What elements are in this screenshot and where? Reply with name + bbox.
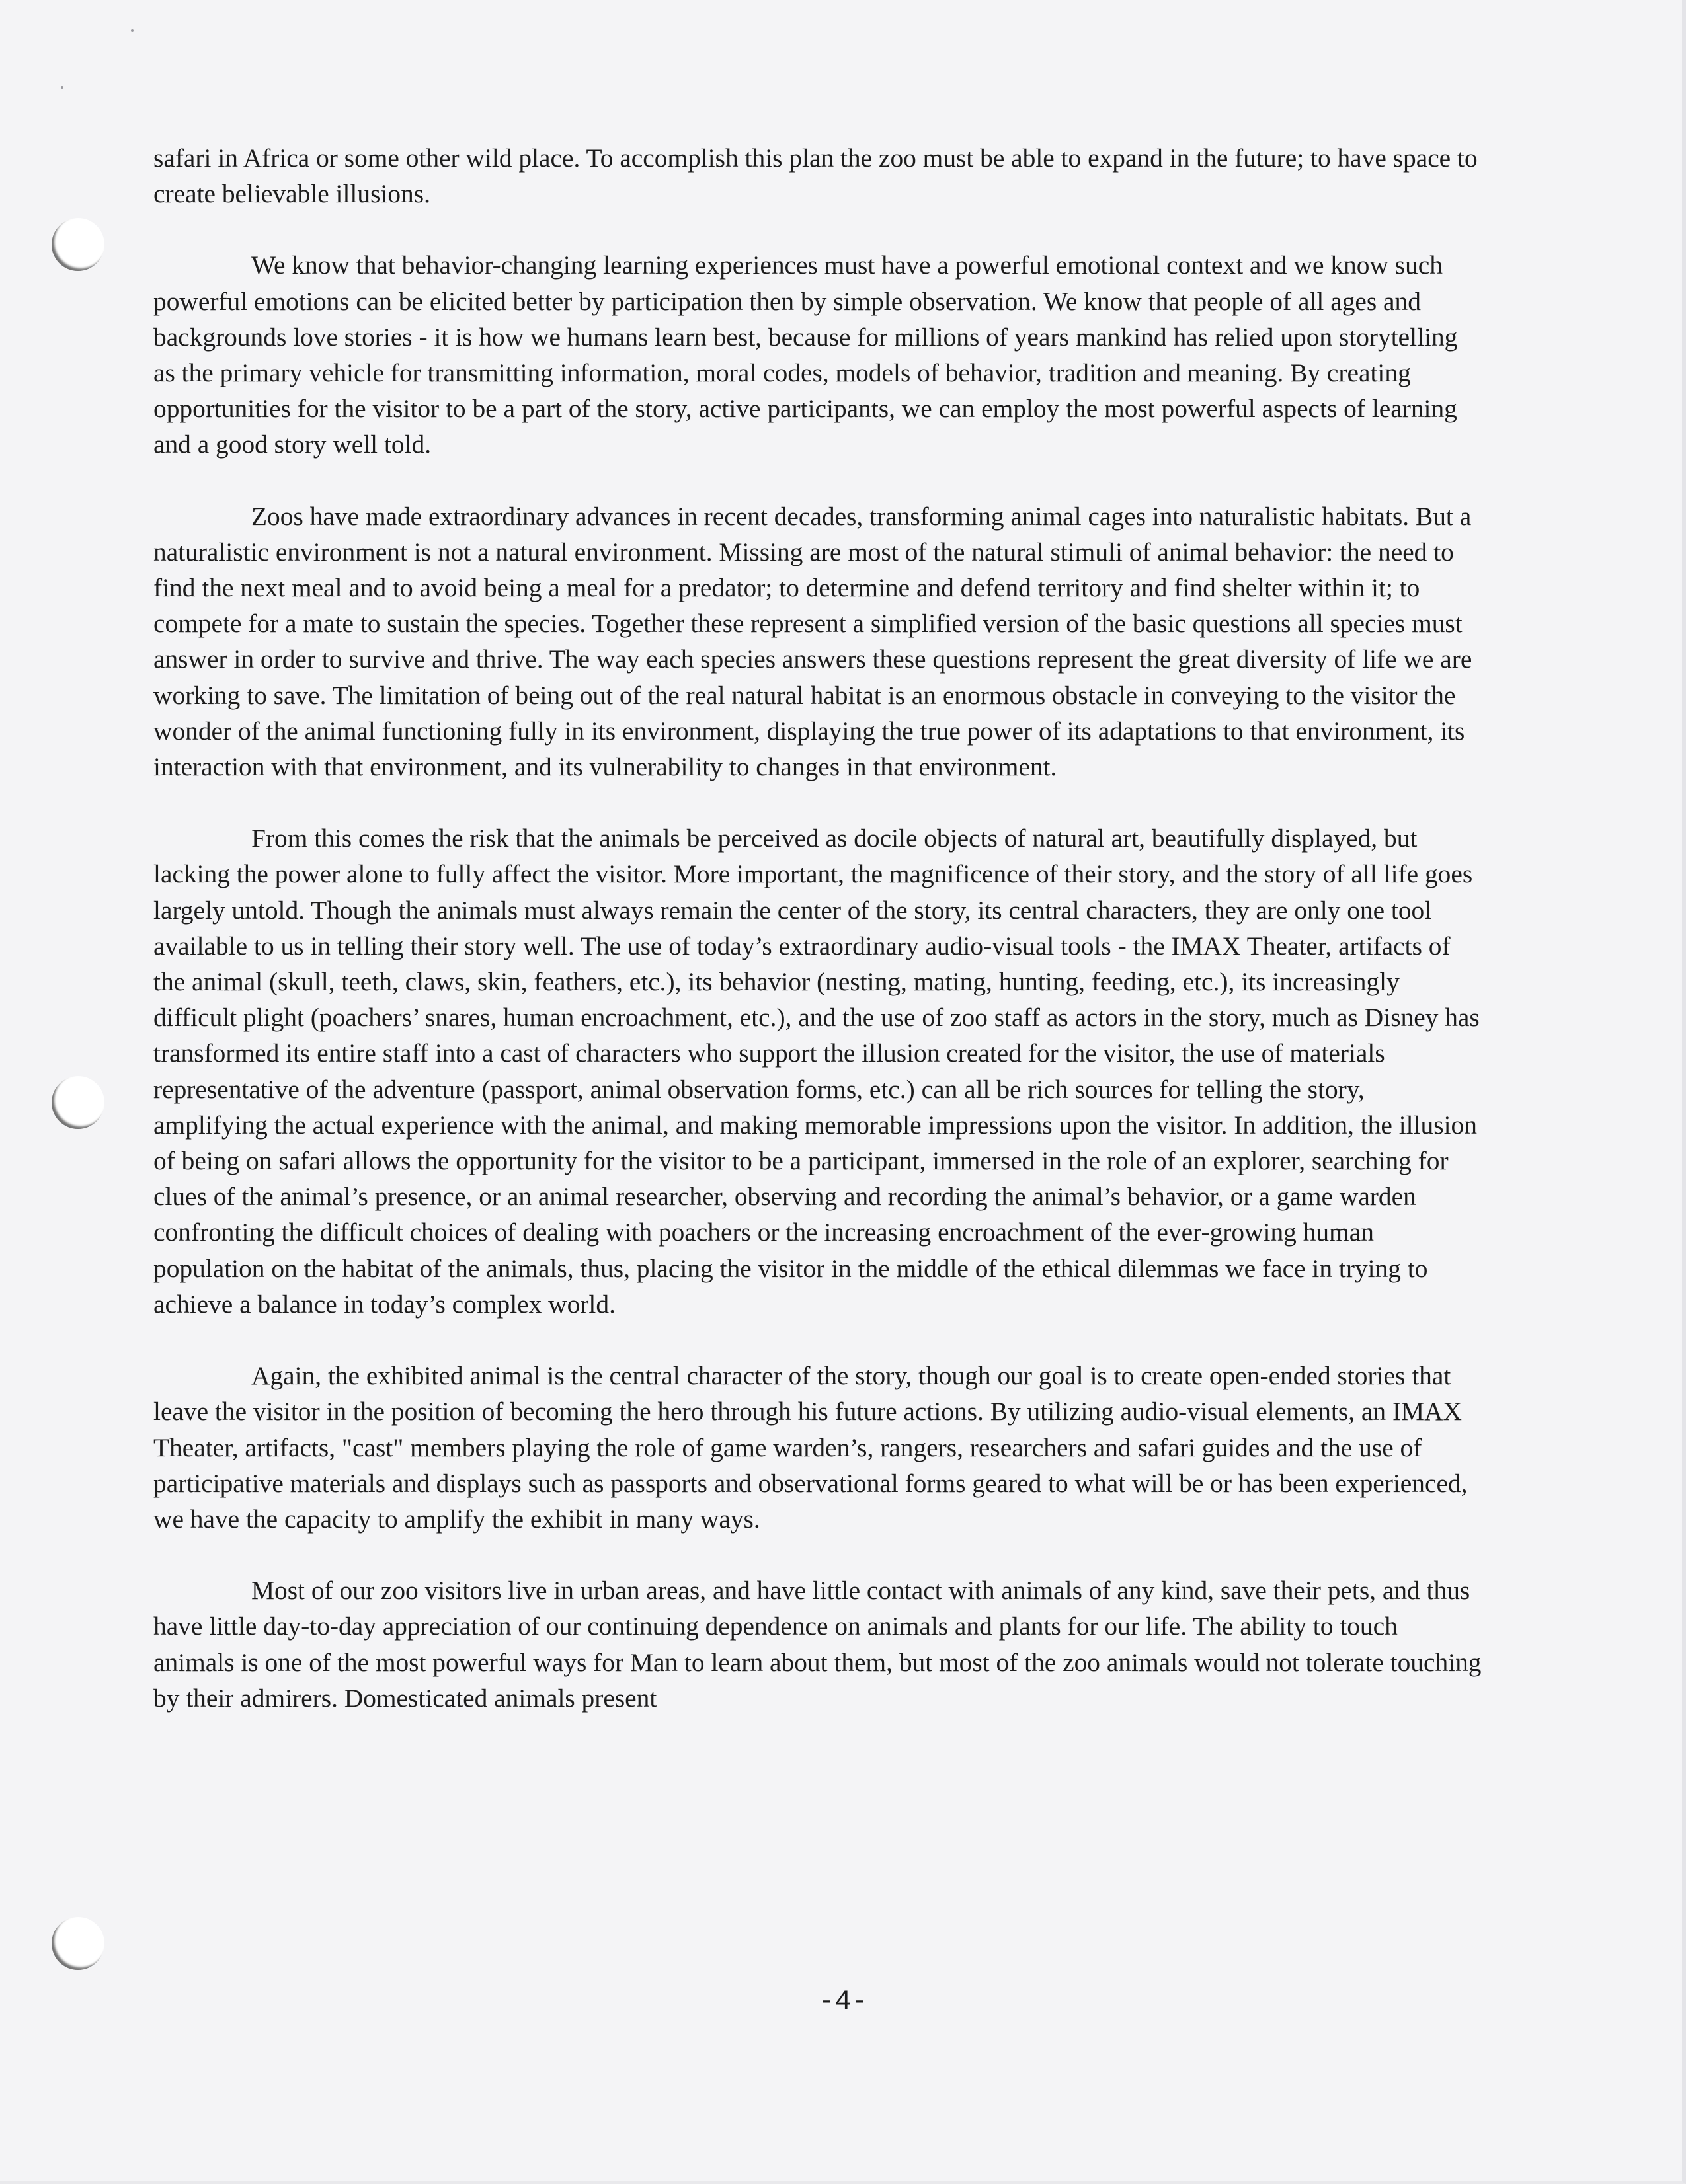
punch-hole-middle [52, 1076, 104, 1129]
paragraph-urban-visitors: Most of our zoo visitors live in urban areas, and have little contact with animals of any kind, save their pets, and thus have little day-to-day appreciation of our continuing dependence on animals and plants for our life. The ability to touch animals is one of the most powerful ways for Man to learn about them, but most of the zoo animals would not tolerate touching by their admirers. Domesticated animals present [153, 1576, 1482, 1713]
body-text [153, 140, 1482, 1752]
punch-hole-top [52, 218, 104, 271]
paragraph-naturalistic-habitats: Zoos have made extraordinary advances in recent decades, transforming animal cages into naturalistic habitats. But a naturalistic environment is not a natural environment. Missing are most of the natural stimuli of animal behavior: the need to find the next meal and to avoid being a meal for a predator; to determine and defend territory and find shelter within it; to compete for a mate to sustain the species. Together these represent a simplified version of the basic questions all species must answer in order to survive and thrive. The way each species answers these questions represent the great diversity of life we are working to save. The limitation of being out of the real natural habitat is an enormous obstacle in conveying to the visitor the wonder of the animal functioning fully in its environment, displaying the true power of its adaptations to that environment, its interaction with that environment, and its vulnerability to changes in that environment. [153, 501, 1472, 782]
paragraph-storytelling: We know that behavior-changing learning experiences must have a powerful emotional context and we know such powerful emotions can be elicited better by participation then by simple observation. We know that people of all ages and backgrounds love stories - it is how we humans learn best, because for millions of years mankind has relied upon storytelling as the primary vehicle for transmitting information, moral codes, models of behavior, tradition and meaning. By creating opportunities for the visitor to be a part of the story, active participants, we can employ the most powerful aspects of learning and a good story well told. [153, 251, 1458, 459]
paragraph-audio-visual-tools: From this comes the risk that the animals be perceived as docile objects of natural art, beautifully displayed, but lacking the power alone to fully affect the visitor. More important, the magnificence of their story, and the story of all life goes largely untold. Though the animals must always remain the center of the story, its central characters, they are only one tool available to us in telling their story well. The use of today’s extraordinary audio-visual tools - the IMAX Theater, artifacts of the animal (skull, teeth, claws, skin, feathers, etc.), its behavior (nesting, mating, hunting, feeding, etc.), its increasingly difficult plight (poachers’ snares, human encroachment, etc.), and the use of zoo staff as actors in the story, much as Disney has transformed its entire staff into a cast of characters who support the illusion created for the visitor, the use of materials representative of the adventure (passport, animal observation forms, etc.) can all be rich sources for telling the story, amplifying the actual experience with the animal, and making memorable impressions upon the visitor. In addition, the illusion of being on safari allows the opportunity for the visitor to be a participant, immersed in the role of an explorer, searching for clues of the animal’s presence, or an animal researcher, observing and recording the animal’s behavior, or a game warden confronting the difficult choices of dealing with poachers or the increasing encroachment of the ever-growing human population on the habitat of the animals, thus, placing the visitor in the middle of the ethical dilemmas we face in trying to achieve a balance in today’s complex world. [153, 824, 1480, 1319]
scan-speck [61, 86, 63, 89]
page-number: -4- [818, 1986, 868, 2017]
scan-speck [131, 29, 134, 32]
punch-hole-bottom [52, 1917, 104, 1970]
paragraph-open-ended-stories: Again, the exhibited animal is the central character of the story, though our goal is to create open-ended stories that leave the visitor in the position of becoming the hero through his future actions. By utilizing audio-visual elements, an IMAX Theater, artifacts, "cast" members playing the role of game warden’s, rangers, researchers and safari guides and the use of participative materials and displays such as passports and observational forms geared to what will be or has been experienced, we have the capacity to amplify the exhibit in many ways. [153, 1361, 1468, 1534]
paragraph-continued: safari in Africa or some other wild place. To accomplish this plan the zoo must be able to expand in the future; to have space to create believable illusions. [153, 143, 1478, 209]
